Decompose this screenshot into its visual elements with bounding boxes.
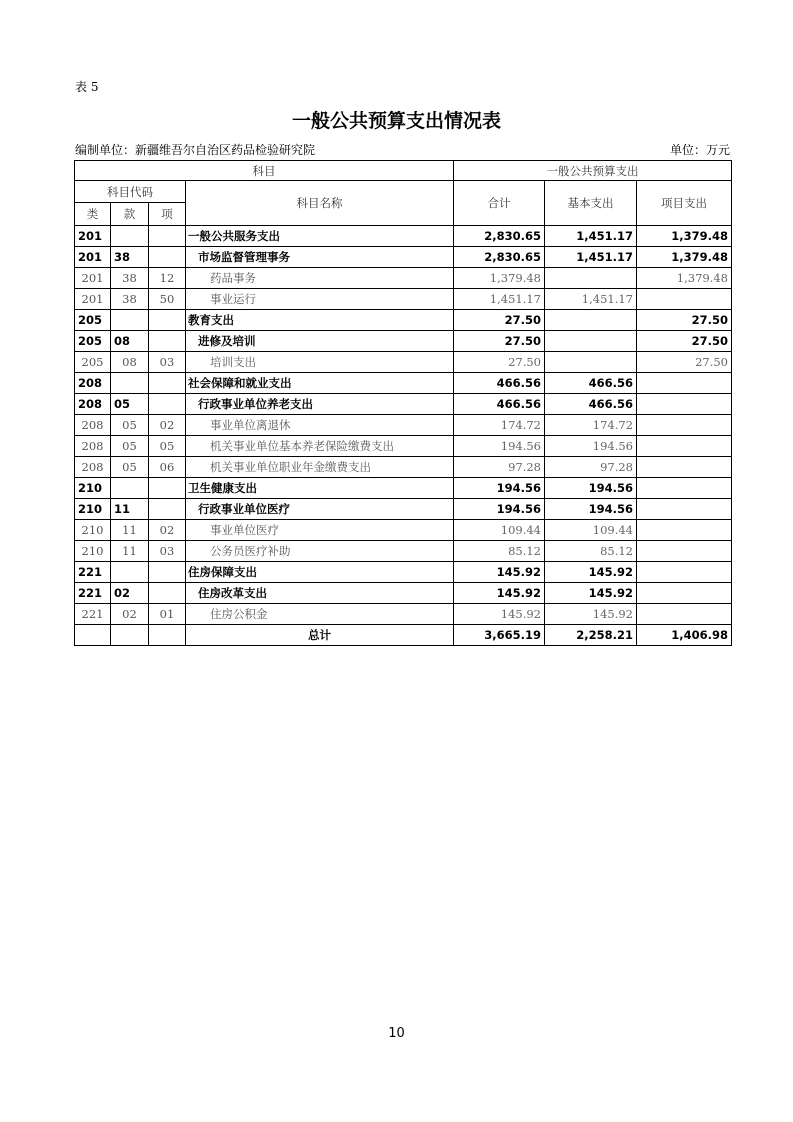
section-code-cell	[111, 226, 149, 247]
header-basic: 基本支出	[545, 181, 637, 226]
item-code-cell: 05	[149, 436, 186, 457]
table-row	[75, 520, 732, 541]
class-code-cell: 221	[75, 604, 111, 625]
total-amount-cell: 1,451.17	[454, 289, 545, 310]
class-code-cell: 201	[75, 289, 111, 310]
item-code-cell: 50	[149, 289, 186, 310]
header-project: 项目支出	[637, 181, 732, 226]
table-row	[75, 268, 732, 289]
table-row	[75, 583, 732, 604]
section-code-cell: 05	[111, 394, 149, 415]
empty-code-cell	[75, 625, 111, 646]
table-row	[75, 310, 732, 331]
class-code-cell: 201	[75, 268, 111, 289]
section-code-cell: 05	[111, 436, 149, 457]
table-row	[75, 373, 732, 394]
table-row	[75, 478, 732, 499]
subject-name-cell: 社会保障和就业支出	[186, 373, 454, 394]
class-code-cell: 221	[75, 583, 111, 604]
item-code-cell: 03	[149, 541, 186, 562]
total-amount-cell: 27.50	[454, 331, 545, 352]
class-code-cell: 208	[75, 394, 111, 415]
section-code-cell	[111, 478, 149, 499]
table-row	[75, 331, 732, 352]
total-amount-cell: 194.56	[454, 436, 545, 457]
document-title: 一般公共预算支出情况表	[291, 110, 501, 132]
subject-name-cell: 机关事业单位职业年金缴费支出	[186, 457, 454, 478]
item-code-cell	[149, 226, 186, 247]
budget-table	[74, 160, 732, 646]
table-row	[75, 541, 732, 562]
class-code-cell: 205	[75, 352, 111, 373]
table-row	[75, 436, 732, 457]
grand-total-label: 总计	[186, 625, 454, 646]
item-code-cell	[149, 373, 186, 394]
subject-name-cell: 事业单位医疗	[186, 520, 454, 541]
class-code-cell: 208	[75, 415, 111, 436]
header-section: 款	[111, 203, 149, 226]
subject-name-cell: 事业单位离退休	[186, 415, 454, 436]
basic-amount-cell: 97.28	[545, 457, 637, 478]
table-row	[75, 415, 732, 436]
basic-amount-cell	[545, 268, 637, 289]
total-amount-cell: 1,379.48	[454, 268, 545, 289]
grand-total-amount: 3,665.19	[454, 625, 545, 646]
table-row	[75, 499, 732, 520]
subject-name-cell: 卫生健康支出	[186, 478, 454, 499]
section-code-cell	[111, 373, 149, 394]
subject-name-cell: 教育支出	[186, 310, 454, 331]
header-class: 类	[75, 203, 111, 226]
subject-name-cell: 行政事业单位养老支出	[186, 394, 454, 415]
subject-name-cell: 市场监督管理事务	[186, 247, 454, 268]
class-code-cell: 208	[75, 373, 111, 394]
project-amount-cell	[637, 520, 732, 541]
total-amount-cell: 85.12	[454, 541, 545, 562]
basic-amount-cell: 466.56	[545, 373, 637, 394]
project-amount-cell: 1,379.48	[637, 247, 732, 268]
section-code-cell	[111, 310, 149, 331]
class-code-cell: 205	[75, 331, 111, 352]
class-code-cell: 205	[75, 310, 111, 331]
class-code-cell: 221	[75, 562, 111, 583]
project-amount-cell	[637, 562, 732, 583]
total-amount-cell: 145.92	[454, 583, 545, 604]
subject-name-cell: 住房保障支出	[186, 562, 454, 583]
project-amount-cell	[637, 499, 732, 520]
total-amount-cell: 194.56	[454, 478, 545, 499]
table-row	[75, 247, 732, 268]
total-amount-cell: 27.50	[454, 310, 545, 331]
table-row	[75, 604, 732, 625]
class-code-cell: 210	[75, 478, 111, 499]
subject-name-cell: 进修及培训	[186, 331, 454, 352]
total-amount-cell: 466.56	[454, 373, 545, 394]
class-code-cell: 210	[75, 541, 111, 562]
section-code-cell: 08	[111, 352, 149, 373]
subject-name-cell: 公务员医疗补助	[186, 541, 454, 562]
project-amount-cell	[637, 436, 732, 457]
project-amount-cell	[637, 394, 732, 415]
total-amount-cell: 27.50	[454, 352, 545, 373]
basic-amount-cell: 145.92	[545, 562, 637, 583]
header-row-2	[75, 181, 732, 203]
class-code-cell: 201	[75, 226, 111, 247]
section-code-cell: 38	[111, 247, 149, 268]
grand-total-project: 1,406.98	[637, 625, 732, 646]
subject-name-cell: 药品事务	[186, 268, 454, 289]
table-row	[75, 457, 732, 478]
header-total: 合计	[454, 181, 545, 226]
project-amount-cell	[637, 541, 732, 562]
subject-name-cell: 住房公积金	[186, 604, 454, 625]
subject-name-cell: 事业运行	[186, 289, 454, 310]
section-code-cell: 38	[111, 289, 149, 310]
total-amount-cell: 2,830.65	[454, 226, 545, 247]
item-code-cell	[149, 310, 186, 331]
project-amount-cell	[637, 289, 732, 310]
class-code-cell: 210	[75, 499, 111, 520]
subject-name-cell: 机关事业单位基本养老保险缴费支出	[186, 436, 454, 457]
project-amount-cell: 27.50	[637, 331, 732, 352]
subject-name-cell: 一般公共服务支出	[186, 226, 454, 247]
section-code-cell: 11	[111, 520, 149, 541]
subject-name-cell: 行政事业单位医疗	[186, 499, 454, 520]
basic-amount-cell	[545, 352, 637, 373]
project-amount-cell	[637, 604, 732, 625]
currency-unit: 单位：万元	[669, 143, 730, 157]
project-amount-cell: 1,379.48	[637, 226, 732, 247]
basic-amount-cell: 1,451.17	[545, 247, 637, 268]
total-amount-cell: 174.72	[454, 415, 545, 436]
project-amount-cell: 27.50	[637, 310, 732, 331]
section-code-cell: 02	[111, 604, 149, 625]
empty-code-cell	[149, 625, 186, 646]
total-amount-cell: 2,830.65	[454, 247, 545, 268]
table-row	[75, 394, 732, 415]
project-amount-cell	[637, 373, 732, 394]
project-amount-cell	[637, 415, 732, 436]
project-amount-cell	[637, 478, 732, 499]
item-code-cell	[149, 499, 186, 520]
basic-amount-cell: 466.56	[545, 394, 637, 415]
header-item: 项	[149, 203, 186, 226]
class-code-cell: 210	[75, 520, 111, 541]
basic-amount-cell	[545, 331, 637, 352]
table-row	[75, 352, 732, 373]
header-name: 科目名称	[186, 181, 454, 226]
basic-amount-cell: 174.72	[545, 415, 637, 436]
project-amount-cell	[637, 583, 732, 604]
section-code-cell: 38	[111, 268, 149, 289]
basic-amount-cell: 109.44	[545, 520, 637, 541]
project-amount-cell	[637, 457, 732, 478]
table-number: 表 5	[75, 80, 99, 94]
subject-name-cell: 培训支出	[186, 352, 454, 373]
basic-amount-cell: 194.56	[545, 478, 637, 499]
basic-amount-cell: 1,451.17	[545, 289, 637, 310]
basic-amount-cell: 85.12	[545, 541, 637, 562]
grand-total-basic: 2,258.21	[545, 625, 637, 646]
section-code-cell: 11	[111, 541, 149, 562]
table-row	[75, 289, 732, 310]
item-code-cell: 12	[149, 268, 186, 289]
section-code-cell: 08	[111, 331, 149, 352]
basic-amount-cell: 145.92	[545, 583, 637, 604]
subject-name-cell: 住房改革支出	[186, 583, 454, 604]
empty-code-cell	[111, 625, 149, 646]
section-code-cell: 11	[111, 499, 149, 520]
page-number: 10	[388, 1026, 405, 1041]
item-code-cell	[149, 331, 186, 352]
total-amount-cell: 194.56	[454, 499, 545, 520]
total-amount-cell: 145.92	[454, 604, 545, 625]
compiling-unit: 编制单位：新疆维吾尔自治区药品检验研究院	[75, 143, 316, 157]
item-code-cell	[149, 247, 186, 268]
total-amount-cell: 466.56	[454, 394, 545, 415]
total-amount-cell: 97.28	[454, 457, 545, 478]
table-row	[75, 226, 732, 247]
item-code-cell	[149, 478, 186, 499]
section-code-cell: 05	[111, 457, 149, 478]
basic-amount-cell: 194.56	[545, 436, 637, 457]
table-row	[75, 562, 732, 583]
section-code-cell: 02	[111, 583, 149, 604]
section-code-cell: 05	[111, 415, 149, 436]
item-code-cell: 01	[149, 604, 186, 625]
item-code-cell	[149, 562, 186, 583]
project-amount-cell: 27.50	[637, 352, 732, 373]
header-row-1	[75, 161, 732, 181]
section-code-cell	[111, 562, 149, 583]
item-code-cell	[149, 583, 186, 604]
header-code: 科目代码	[75, 181, 186, 203]
item-code-cell: 06	[149, 457, 186, 478]
item-code-cell	[149, 394, 186, 415]
class-code-cell: 208	[75, 436, 111, 457]
project-amount-cell: 1,379.48	[637, 268, 732, 289]
basic-amount-cell: 145.92	[545, 604, 637, 625]
item-code-cell: 02	[149, 415, 186, 436]
basic-amount-cell: 1,451.17	[545, 226, 637, 247]
class-code-cell: 208	[75, 457, 111, 478]
item-code-cell: 03	[149, 352, 186, 373]
header-budget: 一般公共预算支出	[454, 161, 732, 181]
header-subject: 科目	[75, 161, 454, 181]
item-code-cell: 02	[149, 520, 186, 541]
meta-row	[75, 141, 730, 158]
basic-amount-cell	[545, 310, 637, 331]
basic-amount-cell: 194.56	[545, 499, 637, 520]
grand-total-row	[75, 625, 732, 646]
total-amount-cell: 109.44	[454, 520, 545, 541]
class-code-cell: 201	[75, 247, 111, 268]
total-amount-cell: 145.92	[454, 562, 545, 583]
